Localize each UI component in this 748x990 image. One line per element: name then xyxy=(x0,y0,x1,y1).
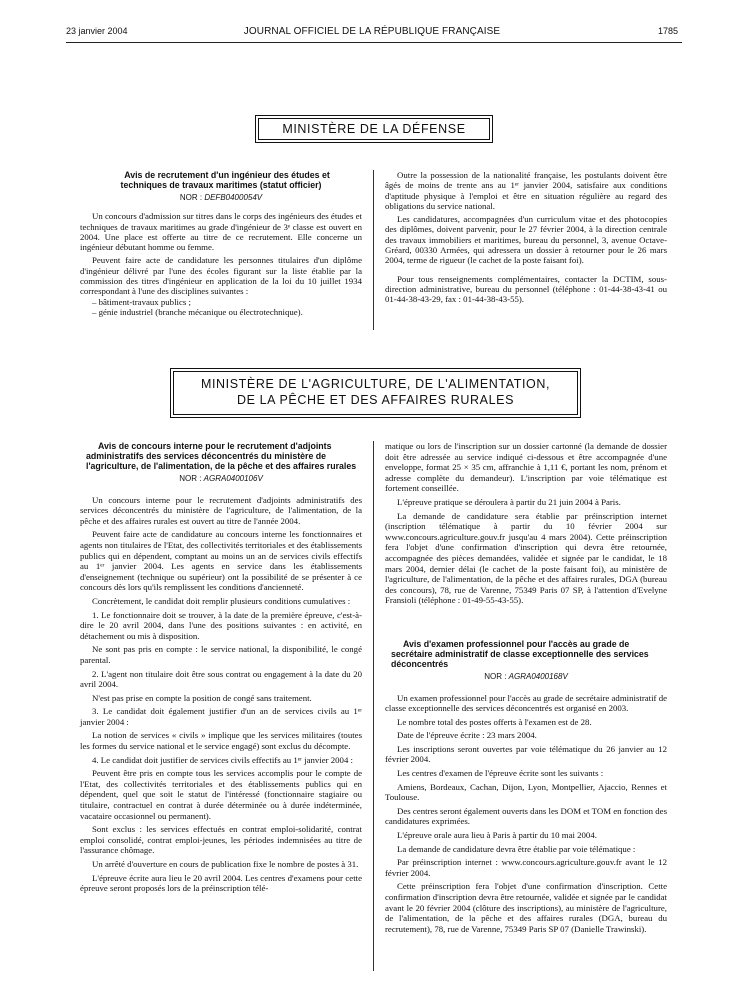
nor-code: AGRA0400106V xyxy=(203,474,263,483)
paragraph: L'épreuve écrite aura lieu le 20 avril 2004. Les centres d'examens pour cette épreuve seront proposés lors de la préinscription télé- xyxy=(80,872,362,894)
column-divider xyxy=(373,441,374,971)
paragraph: Peuvent être pris en compte tous les services accomplis pour le compte de l'Etat, des collectivités territoriales et des établissements publics qui en dépendent, quel que soit le statut de l'intéressé (fonctionnaire stagiaire ou titulaire, contractuel en contrat à durée déterminée ou à durée indéterminée, vacataire occasionnel ou permanent). xyxy=(80,768,362,821)
ministry-agriculture-box xyxy=(170,368,581,418)
list-item: – génie industriel (branche mécanique ou électrotechnique). xyxy=(92,306,303,317)
paragraph: Par préinscription internet : www.concours.agriculture.gouv.fr avant le 12 février 2004. xyxy=(385,857,667,878)
paragraph: Un examen professionnel pour l'accès au grade de secrétaire administratif de classe exceptionnelle des services déconcentrés est organisé en 2003. xyxy=(385,692,667,714)
nor-code: AGRA0400168V xyxy=(508,671,568,681)
paragraph: Le nombre total des postes offerts à l'examen est de 28. xyxy=(397,716,592,727)
paragraph: Les inscriptions seront ouvertes par voie télématique du 26 janvier au 12 février 2004. xyxy=(385,743,667,765)
paragraph: matique ou lors de l'inscription sur un dossier cartonné (la demande de dossier doit être adressée au service indiqué ci-dessous et être accompagnée d'une enveloppe, format 25 × 35 cm, affranchie à 1,11 €, portant les nom, prénom et adresse complète du demandeur). L'inscription par voie télématique est fortement conseillée. xyxy=(385,441,667,494)
paragraph: La demande de candidature devra être établie par voie télématique : xyxy=(397,843,636,854)
paragraph: Date de l'épreuve écrite : 23 mars 2004. xyxy=(397,730,537,741)
paragraph: L'épreuve pratique se déroulera à partir du 21 juin 2004 à Paris. xyxy=(397,496,621,507)
defense-notice-nor: NOR : DEFB0400054V xyxy=(179,193,263,202)
examen-notice-nor: NOR : AGRA0400168V xyxy=(484,671,568,681)
paragraph: Cette préinscription fera l'objet d'une confirmation d'inscription. Cette confirmation d'inscription devra être retournée, validée et signée par le candidat avant le 20 février 2004 (clôture des inscriptions), au ministère de l'agriculture, de l'alimentation, de la pêche et des affaires rurales (DGA, bureau du recrutement), 78, rue de Varenne, 75349 Paris SP 07 (Danielle Trawinski). xyxy=(385,881,667,934)
running-header xyxy=(66,26,678,40)
paragraph: L'épreuve orale aura lieu à Paris à partir du 10 mai 2004. xyxy=(397,830,597,841)
paragraph: Pour tous renseignements complémentaires, contacter la DCTIM, sous-direction administrative, bureau du personnel (téléphone : 01-44-38-43-41 ou 01-44-38-43-29, fax : 01-44-38-43-55). xyxy=(385,273,667,305)
examen-notice-title: Avis d'examen professionnel pour l'accès au grade de secrétaire administratif de classe exceptionnelle des services déconcentrés xyxy=(391,638,649,669)
paragraph: Peuvent faire acte de candidature les personnes titulaires d'un diplôme d'ingénieur délivré par l'une des écoles figurant sur la liste établie par la commission des titres d'ingénieur en application de la loi du 10 juillet 1934 correspondant à l'une des disciplines suivantes : xyxy=(80,255,362,297)
paragraph: 3. Le candidat doit également justifier d'un an de services civils au 1ᵉʳ janvier 2004 : xyxy=(80,706,362,727)
header-rule xyxy=(66,42,682,43)
paragraph: Outre la possession de la nationalité française, les postulants doivent être âgés de moins de trente ans au 1ᵉʳ janvier 2004, satisfaire aux conditions d'aptitude physique à l'emploi et être en situation régulière au regard des obligations du service national. xyxy=(385,170,667,211)
page-number: 1785 xyxy=(657,26,678,36)
concours-notice-nor: NOR : AGRA0400106V xyxy=(179,474,263,483)
paragraph: Amiens, Bordeaux, Cachan, Dijon, Lyon, Montpellier, Ajaccio, Rennes et Toulouse. xyxy=(385,781,667,803)
defense-notice-title: Avis de recrutement d'un ingénieur des études et techniques de travaux maritimes (statut officier) xyxy=(120,170,330,190)
ministry-defense-box xyxy=(255,115,493,143)
paragraph: Un arrêté d'ouverture en cours de publication fixe le nombre de postes à 31. xyxy=(92,859,359,869)
concours-notice-title: Avis de concours interne pour le recrutement d'adjoints administratifs des services déconcentrés du ministère de l'agriculture, de l'alimentation, de la pêche et des affaires rurales xyxy=(86,441,357,471)
column-divider xyxy=(373,170,374,330)
notice-spacer xyxy=(385,609,667,639)
paragraph: Sont exclus : les services effectués en contrat emploi-solidarité, contrat emploi consolidé, contrat emploi-jeunes, les périodes indemnisées au titre de l'assurance chômage. xyxy=(80,824,362,856)
paragraph: Des centres seront également ouverts dans les DOM et TOM en fonction des candidatures exprimées. xyxy=(385,805,667,827)
defense-notice-left-column xyxy=(80,170,362,320)
paragraph: Ne sont pas pris en compte : le service national, la disponibilité, le congé parental. xyxy=(80,644,362,665)
paragraph: Les candidatures, accompagnées d'un curriculum vitae et des photocopies des diplômes, doivent parvenir, pour le 27 février 2004, à la direction centrale des travaux immobiliers et maritimes, bureau du personnel, 3, avenue Octave-Gréard, 00330 Armées, qui adressera un dossier à retourner pour le 26 mars 2004, terme de rigueur (le cachet de la poste faisant foi). xyxy=(385,214,667,266)
paragraph: Un concours d'admission sur titres dans le corps des ingénieurs des études et techniques de travaux maritimes au grade d'ingénieur de 3ᵉ classe est ouvert en 2004. Une place est offerte au titre de ce recrutement. Elle concerne un ingénieur débutant homme ou femme. xyxy=(80,211,362,253)
paragraph: 2. L'agent non titulaire doit être sous contrat ou engagement à la date du 20 avril 2004. xyxy=(80,668,362,690)
agriculture-left-column xyxy=(80,441,362,897)
discipline-list xyxy=(80,297,362,318)
list-item: – bâtiment-travaux publics ; xyxy=(92,296,191,307)
ministry-defense-heading: MINISTÈRE DE LA DÉFENSE xyxy=(282,122,466,136)
paragraph: La demande de candidature sera établie par préinscription internet (inscription télématique à partir du 10 février 2004 sur www.concours.agriculture.gouv.fr jusqu'au 4 mars 2004). Cette préinscription fera l'objet d'une confirmation d'inscription qui devra être retournée, accompagnée des pièces demandées, validée et signée par le candidat, le 18 mars 2004, dernier délai (le cachet de la poste faisant foi), au ministère de l'agriculture, de l'alimentation, de la pêche et des affaires rurales, DGA (bureau des concours), 78, rue de Varenne, 75349 Paris 07 SP, à l'attention d'Evelyne Fransioli (téléphone : 01-49-55-43-55). xyxy=(385,510,667,606)
paragraph: Concrètement, le candidat doit remplir plusieurs conditions cumulatives : xyxy=(92,595,351,606)
paragraph: Les centres d'examen de l'épreuve écrite sont les suivants : xyxy=(397,768,604,779)
paragraph: La notion de services « civils » implique que les services militaires (toutes les formes du service national et le service engagé) sont exclus du décompte. xyxy=(80,730,362,752)
paragraph: 4. Le candidat doit justifier de services civils effectifs au 1ᵉʳ janvier 2004 : xyxy=(92,754,353,765)
paragraph: Un concours interne pour le recrutement d'adjoints administratifs des services déconcentrés du ministère de l'agriculture, de l'alimentation, de la pêche et des affaires rurales est ouvert au titre de l'année 2004. xyxy=(80,494,362,526)
ministry-agriculture-heading-line1: MINISTÈRE DE L'AGRICULTURE, DE L'ALIMENTATION, xyxy=(200,377,551,391)
agriculture-right-column xyxy=(385,441,667,937)
paragraph: 1. Le fonctionnaire doit se trouver, à la date de la première épreuve, c'est-à-dire le 20 avril 2004, dans l'une des positions suivantes : en activité, en détachement ou mis à disposition. xyxy=(80,609,362,641)
ministry-agriculture-heading-line2: DE LA PÊCHE ET DES AFFAIRES RURALES xyxy=(236,393,515,407)
defense-notice-right-column xyxy=(385,170,667,308)
paragraph: N'est pas prise en compte la position de congé sans traitement. xyxy=(92,692,312,703)
paragraph: Peuvent faire acte de candidature au concours interne les fonctionnaires et agents non titulaires de l'Etat, des collectivités territoriales et des établissements publics qui en dépendent, comptant au moins un an de services civils effectifs au 1ᵉʳ janvier 2004. Les agents en service dans les établissements d'enseignement (technique ou supérieur) ont la possibilité de se présenter à ce concours dès lors qu'ils remplissent les conditions d'ancienneté. xyxy=(80,529,362,593)
nor-code: DEFB0400054V xyxy=(204,193,263,202)
journal-title: JOURNAL OFFICIEL DE LA RÉPUBLIQUE FRANÇAISE xyxy=(243,26,501,37)
issue-date: 23 janvier 2004 xyxy=(66,26,128,36)
